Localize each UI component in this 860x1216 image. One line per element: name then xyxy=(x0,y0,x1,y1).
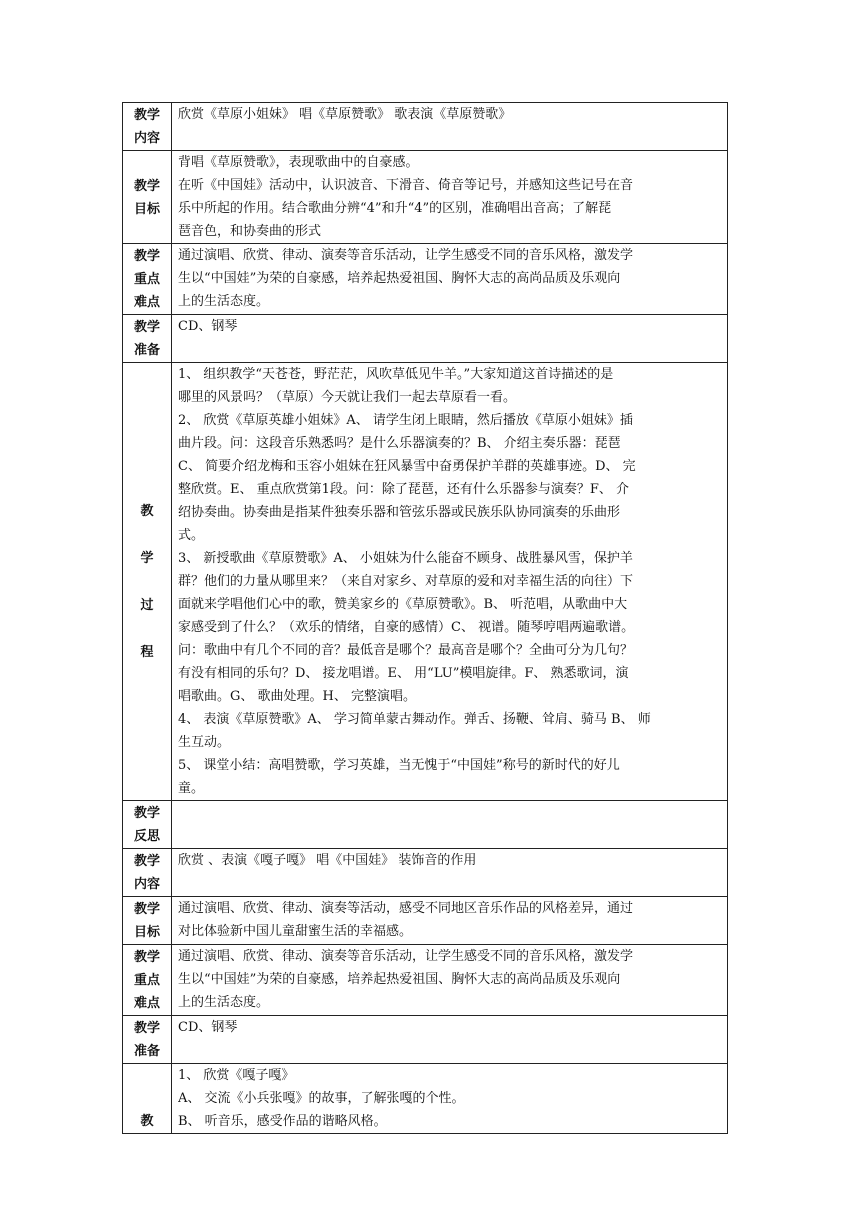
content-line: 家感受到了什么？（欢乐的情绪，自豪的感情）C、 视谱。随琴哼唱两遍歌谱。 xyxy=(178,620,635,635)
content-line: C、 简要介绍龙梅和玉容小姐妹在狂风暴雪中奋勇保护羊群的英雄事迹。D、 完 xyxy=(178,459,636,474)
content-line: CD、钢琴 xyxy=(178,319,238,334)
label-line: 内容 xyxy=(133,131,160,146)
label-line: 目标 xyxy=(133,925,160,940)
row-label xyxy=(123,897,172,945)
content-line: 通过演唱、欣赏、律动、演奏等音乐活动，让学生感受不同的音乐风格，激发学 xyxy=(178,248,634,263)
row-content xyxy=(172,1016,728,1064)
content-line: CD、钢琴 xyxy=(178,1020,238,1035)
content-line: 乐中所起的作用。结合歌曲分辨“4”和升“4”的区别，准确唱出音高；了解琵 xyxy=(178,201,612,216)
content-line: 生以“中国娃”为荣的自豪感，培养起热爱祖国、胸怀大志的高尚品质及乐观向 xyxy=(178,972,621,987)
row-label xyxy=(123,945,172,1016)
row-content xyxy=(172,945,728,1016)
content-line: 有没有相同的乐句？D、 接龙唱谱。E、 用“LU”模唱旋律。F、 熟悉歌词，演 xyxy=(178,666,629,681)
row-label xyxy=(123,363,172,801)
row-label xyxy=(123,103,172,151)
content-line: 3、 新授歌曲《草原赞歌》A、 小姐妹为什么能奋不顾身、战胜暴风雪，保护羊 xyxy=(178,551,633,566)
label-line: 准备 xyxy=(133,343,160,358)
content-line: 在听《中国娃》活动中，认识波音、下滑音、倚音等记号，并感知这些记号在音 xyxy=(178,178,634,193)
content-line: 哪里的风景吗？（草原）今天就让我们一起去草原看一看。 xyxy=(178,390,517,405)
content-line: 曲片段。问：这段音乐熟悉吗？是什么乐器演奏的？B、 介绍主奏乐器：琵琶 xyxy=(178,436,621,451)
row-preparation-2 xyxy=(123,1016,728,1064)
label-line: 教学 xyxy=(133,1021,160,1036)
label-line: 教学 xyxy=(133,320,160,335)
row-label xyxy=(123,849,172,897)
label-line: 教学 xyxy=(133,950,160,965)
content-line: A、 交流《小兵张嘎》的故事，了解张嘎的个性。 xyxy=(178,1091,465,1106)
label-char: 教 xyxy=(140,504,154,519)
content-line: 5、 课堂小结：高唱赞歌，学习英雄，当无愧于“中国娃”称号的新时代的好儿 xyxy=(178,758,620,773)
row-label xyxy=(123,1064,172,1134)
content-line: 群？他们的力量从哪里来？（来自对家乡、对草原的爱和对幸福生活的向往）下 xyxy=(178,574,634,589)
row-content xyxy=(172,315,728,363)
row-teaching-goals-1 xyxy=(123,151,728,244)
row-teaching-content-1 xyxy=(123,103,728,151)
label-line: 教学 xyxy=(133,806,160,821)
content-line: 欣赏 、表演《嘎子嘎》 唱《中国娃》 装饰音的作用 xyxy=(178,853,477,868)
label-line: 难点 xyxy=(133,996,160,1011)
label-line: 重点 xyxy=(133,973,160,988)
content-line: 唱歌曲。G、 歌曲处理。H、 完整演唱。 xyxy=(178,689,416,704)
content-line: 绍协奏曲。协奏曲是指某件独奏乐器和管弦乐器或民族乐队协同演奏的乐曲形 xyxy=(178,505,621,520)
label-line: 内容 xyxy=(133,877,160,892)
row-label xyxy=(123,315,172,363)
label-line: 目标 xyxy=(133,201,160,217)
row-label xyxy=(123,801,172,849)
label-char: 学 xyxy=(140,551,154,566)
content-line: 上的生活态度。 xyxy=(178,294,270,309)
label-char: 过 xyxy=(140,598,154,613)
content-line: 生以“中国娃”为荣的自豪感，培养起热爱祖国、胸怀大志的高尚品质及乐观向 xyxy=(178,271,621,286)
content-line: 欣赏《草原小姐妹》 唱《草原赞歌》 歌表演《草原赞歌》 xyxy=(178,107,512,122)
content-line: 童。 xyxy=(178,781,205,796)
lesson-plan-table xyxy=(122,102,728,1134)
row-label xyxy=(123,244,172,315)
content-line: 式。 xyxy=(178,528,205,543)
label-line: 教学 xyxy=(133,108,160,123)
row-teaching-goals-2 xyxy=(123,897,728,945)
content-line: 整欣赏。E、 重点欣赏第1段。问：除了琵琶，还有什么乐器参与演奏？F、 介 xyxy=(178,482,630,497)
content-line: 对比体验新中国儿童甜蜜生活的幸福感。 xyxy=(178,924,413,939)
row-content xyxy=(172,363,728,801)
label-line: 教学 xyxy=(133,178,160,194)
content-line: 通过演唱、欣赏、律动、演奏等音乐活动，让学生感受不同的音乐风格，激发学 xyxy=(178,949,634,964)
row-teaching-content-2 xyxy=(123,849,728,897)
content-line: 2、 欣赏《草原英雄小姐妹》A、 请学生闭上眼睛，然后播放《草原小姐妹》插 xyxy=(178,413,633,428)
label-line: 重点 xyxy=(133,272,160,287)
row-content xyxy=(172,1064,728,1134)
content-line: 琶音色，和协奏曲的形式 xyxy=(178,224,322,239)
row-reflection xyxy=(123,801,728,849)
content-line: 面就来学唱他们心中的歌，赞美家乡的《草原赞歌》。B、 听范唱，从歌曲中大 xyxy=(178,597,628,612)
row-content xyxy=(172,849,728,897)
label-line: 准备 xyxy=(133,1044,160,1059)
row-content xyxy=(172,103,728,151)
label-line: 教学 xyxy=(133,902,160,917)
row-process-1 xyxy=(123,363,728,801)
label-char: 程 xyxy=(140,645,154,660)
content-line: 1、 欣赏《嘎子嘎》 xyxy=(178,1068,295,1083)
row-process-2 xyxy=(123,1064,728,1134)
content-line: 4、 表演《草原赞歌》A、 学习简单蒙古舞动作。弹舌、扬鞭、耸肩、骑马 B、 师 xyxy=(178,712,651,727)
row-preparation-1 xyxy=(123,315,728,363)
row-label xyxy=(123,151,172,244)
content-line: 上的生活态度。 xyxy=(178,995,270,1010)
row-content xyxy=(172,151,728,244)
row-key-points-2 xyxy=(123,945,728,1016)
content-line: 通过演唱、欣赏、律动、演奏等活动，感受不同地区音乐作品的风格差异，通过 xyxy=(178,901,634,916)
lesson-plan-page xyxy=(122,102,728,1134)
row-key-points-1 xyxy=(123,244,728,315)
content-line: 背唱《草原赞歌》，表现歌曲中的自豪感。 xyxy=(178,155,419,170)
label-line: 教学 xyxy=(133,854,160,869)
label-char: 教 xyxy=(140,1114,154,1129)
row-content xyxy=(172,801,728,849)
label-line: 教学 xyxy=(133,249,160,264)
content-line: 问：歌曲中有几个不同的音？最低音是哪个？最高音是哪个？全曲可分为几句？ xyxy=(178,643,634,658)
row-content xyxy=(172,244,728,315)
content-line: B、 听音乐，感受作品的谐略风格。 xyxy=(178,1114,387,1129)
row-label xyxy=(123,1016,172,1064)
label-line: 难点 xyxy=(133,295,160,310)
content-line: 生互动。 xyxy=(178,735,231,750)
label-line: 反思 xyxy=(133,829,160,844)
row-content xyxy=(172,897,728,945)
content-line: 1、 组织教学“天苍苍，野茫茫，风吹草低见牛羊。”大家知道这首诗描述的是 xyxy=(178,367,614,382)
